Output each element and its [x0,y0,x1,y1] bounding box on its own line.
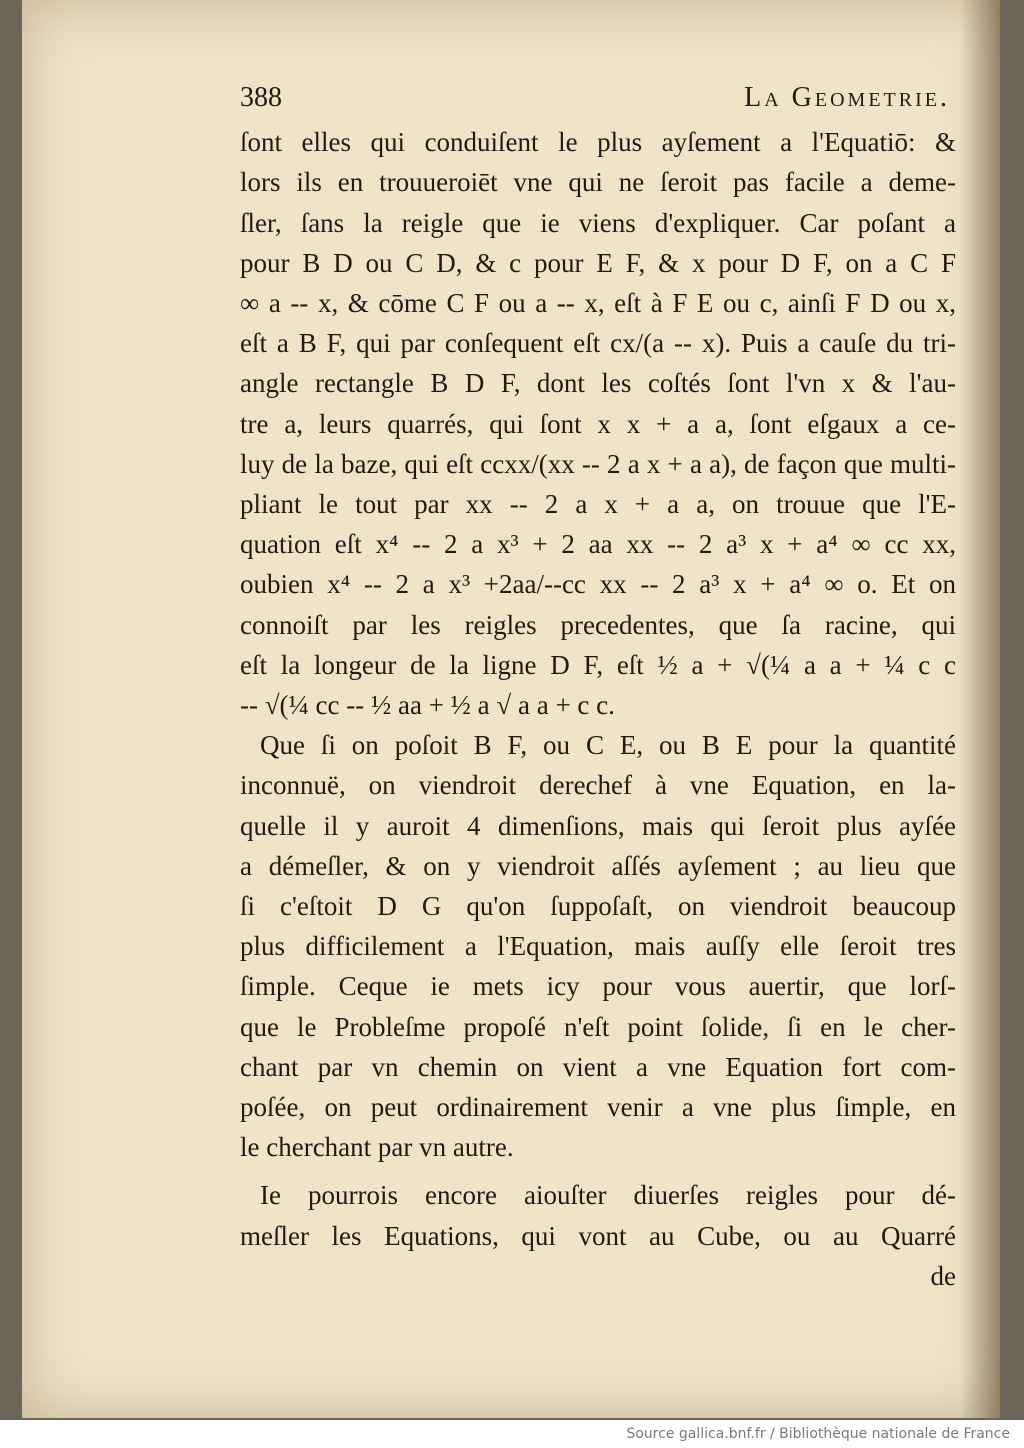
text-line: eſt la longeur de la ligne D F, eſt ½ a + √(¼ a a + ¼ c c [240,649,956,680]
catchword: de [930,1260,956,1291]
running-title: La Geometrie. [744,82,950,113]
text-line: connoiſt par les reigles precedentes, que ſa racine, qui [240,609,956,640]
text-line: inconnuë, on viendroit derechef à vne Equation, en la- [240,770,956,801]
text-line: lors ils en trouueroiēt vne qui ne ſeroit pas facile a deme- [240,167,956,198]
text-line: plus difficilement a l'Equation, mais auſſy elle ſeroit tres [240,931,956,962]
text-line: ſimple. Ceque ie mets icy pour vous auertir, que lorſ- [240,971,956,1002]
source-credit: Source gallica.bnf.fr / Bibliothèque nationale de France [626,1426,1010,1442]
text-line: chant par vn chemin on vient a vne Equation fort com- [240,1051,956,1082]
text-line: ſler, ſans la reigle que ie viens d'expliquer. Car poſant a [240,207,956,238]
text-line: luy de la baze, qui eſt ccxx/(xx -- 2 a x + a a), de façon que multi- [240,448,956,479]
paragraph-2 [240,725,956,1167]
page-number: 388 [240,82,282,113]
text-line: -- √(¼ cc -- ½ aa + ½ a √ a a + c c. [240,690,615,721]
text-line: angle rectangle B D F, dont les coſtés ſont l'vn x & l'au- [240,368,956,399]
text-line: ſont elles qui conduiſent le plus ayſement a l'Equatiō: & [240,127,956,158]
page-text [240,78,956,1296]
paragraph-3 [240,1175,956,1296]
running-header [240,78,956,118]
text-line: meſler les Equations, qui vont au Cube, ou au Quarré [240,1220,956,1251]
text-line: ∞ a -- x, & cōme C F ou a -- x, eſt à F E ou c, ainſi F D ou x, [240,288,956,319]
text-line: poſée, on peut ordinairement venir a vne plus ſimple, en [240,1092,956,1123]
text-line: a démeſler, & on y viendroit aſſés ayſement ; au lieu que [240,850,956,881]
text-line: que le Probleſme propoſé n'eſt point ſolide, ſi en le cher- [240,1011,956,1042]
text-line: Ie pourrois encore aiouſter diuerſes reigles pour dé- [260,1180,956,1211]
text-line: pour B D ou C D, & c pour E F, & x pour D F, on a C F [240,247,956,278]
text-line: le cherchant par vn autre. [240,1132,514,1163]
source-footer [0,1420,1024,1448]
text-line: quelle il y auroit 4 dimenſions, mais qui ſeroit plus ayſée [240,810,956,841]
paragraph-1 [240,122,956,725]
text-line: eſt a B F, qui par conſequent eſt cx/(a -- x). Puis a cauſe du tri- [240,328,956,359]
text-line: Que ſi on poſoit B F, ou C E, ou B E pour la quantité [260,730,956,761]
text-line: pliant le tout par xx -- 2 a x + a a, on trouue que l'E- [240,489,956,520]
text-line: tre a, leurs quarrés, qui ſont x x + a a, ſont eſgaux a ce- [240,408,956,439]
text-line: quation eſt x⁴ -- 2 a x³ + 2 aa xx -- 2 a³ x + a⁴ ∞ cc xx, [240,529,956,560]
text-line: oubien x⁴ -- 2 a x³ +2aa/--cc xx -- 2 a³ x + a⁴ ∞ o. Et on [240,569,956,600]
text-line: ſi c'eſtoit D G qu'on ſuppoſaſt, on viendroit beaucoup [240,891,956,922]
